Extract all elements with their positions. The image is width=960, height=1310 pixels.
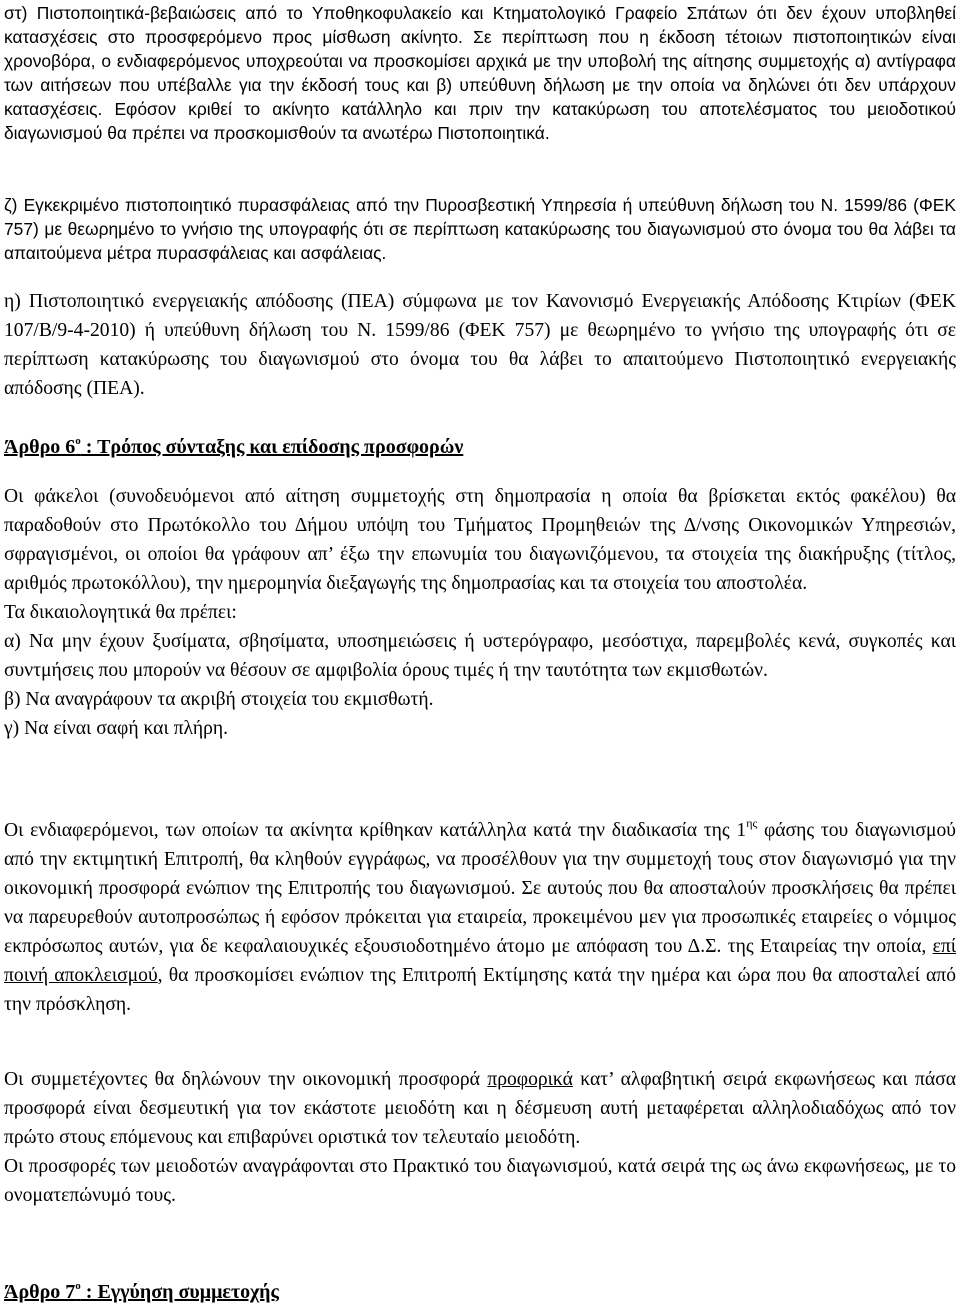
- article-6-heading: [4, 433, 956, 461]
- docs-item-a: α) Να μην έχουν ξυσίματα, σβησίματα, υποσημειώσεις ή υστερόγραφο, μεσόστιχα, παρεμβολές κενά, συγκοπές και συντμήσεις που μπορούν να θέσουν σε αμφιβολία όρους τιμές ή την ταυτότητα των εκμισθωτών.: [4, 631, 956, 681]
- section-st: [4, 1, 956, 145]
- article-7-sup: ο: [75, 1280, 81, 1292]
- section-z-text: ζ) Εγκεκριμένο πιστοποιητικό πυρασφάλειας από την Πυροσβεστική Υπηρεσία ή υπεύθυνη δήλωση του Ν. 1599/86 (ΦΕΚ 757) με θεωρημένο το γνήσιο της υπογραφής ότι σε περίπτωση κατακύρωσης του διαγωνισμού στο όνομα του θα λάβει τα απαιτούμενα μέτρα πυρασφάλειας και ασφάλειας.: [4, 195, 956, 263]
- para3-part-a: Οι συμμετέχοντες θα δηλώνουν την οικονομική προσφορά: [4, 1069, 488, 1090]
- docs-intro: Τα δικαιολογητικά θα πρέπει:: [4, 602, 237, 623]
- section-i-text: η) Πιστοποιητικό ενεργειακής απόδοσης (ΠΕΑ) σύμφωνα με τον Κανονισμό Ενεργειακής Απόδοσης Κτιρίων (ΦΕΚ 107/Β/9-4-2010) ή υπεύθυνη δήλωση του Ν. 1599/86 (ΦΕΚ 757) με θεωρημένο το γνήσιο της υπογραφής ότι σε περίπτωση κατακύρωσης του διαγωνισμού στο όνομα του θα λάβει το απαιτούμενο Πιστοποιητικό ενεργειακής απόδοσης (ΠΕΑ).: [4, 291, 956, 399]
- article-6-para1: Οι φάκελοι (συνοδευόμενοι από αίτηση συμμετοχής στη δημοπρασία η οποία θα βρίσκεται εκτός φακέλου) θα παραδοθούν στο Πρωτόκολλο του Δήμου υπόψη του Τμήματος Προμηθειών της Δ/νσης Οικονομικών Υπηρεσιών, σφραγισμένοι, οι οποίοι θα γράφουν απ’ έξω την επωνυμία του διαγωνιζόμενου, τα στοιχεία της διακήρυξης (τίτλος, αριθμός πρωτοκόλλου), την ημερομηνία διεξαγωγής της δημοπρασίας και τα στοιχεία του αποστολέα.: [4, 486, 956, 594]
- article-6-sup: ο: [75, 435, 81, 447]
- docs-item-c: γ) Να είναι σαφή και πλήρη.: [4, 718, 228, 739]
- article-6-para3: [4, 1065, 956, 1210]
- article-6-prefix: Άρθρο 6: [4, 436, 76, 458]
- section-z: [4, 193, 956, 265]
- para2-sup: ης: [746, 816, 758, 830]
- para2-underlined: επί ποινή αποκλεισμού: [4, 936, 956, 986]
- para2-part-b: φάσης του διαγωνισμού από την εκτιμητική Επιτροπή, θα κληθούν εγγράφως, να προσέλθουν για την συμμετοχή τους στον διαγωνισμό για την οικονομική προσφορά ενώπιον της Επιτροπής του διαγωνισμού. Σε αυτούς που θα αποσταλούν προσκλήσεις θα πρέπει να παρευρεθούν αυτοπροσώπως ή εφόσον πρόκειται για εταιρεία, προκειμένου μεν για προσωπικές εταιρείες ο νόμιμος εκπρόσωπος αυτών, για δε κεφαλαιουχικές εξουσιοδοτημένο άτομο με απόφαση του Δ.Σ. της Εταιρείας την οποία,: [4, 820, 956, 957]
- article-6-para2: [4, 816, 956, 1019]
- para2-part-c: , θα προσκομίσει ενώπιον της Επιτροπή Εκτίμησης κατά την ημέρα και ώρα που θα αποσταλεί από την πρόσκληση.: [4, 965, 956, 1015]
- docs-item-b: β) Να αναγράφουν τα ακριβή στοιχεία του εκμισθωτή.: [4, 689, 434, 710]
- article-6-para4: Οι προσφορές των μειοδοτών αναγράφονται στο Πρακτικό του διαγωνισμού, κατά σειρά της ως άνω εκφωνήσεως, με το ονοματεπώνυμό τους.: [4, 1156, 956, 1206]
- para3-underlined: προφορικά: [487, 1069, 573, 1090]
- para3-part-b: κατ’ αλφαβητική σειρά εκφωνήσεως και πάσα προσφορά είναι δεσμευτική για τον εκάστοτε μειοδότη και η δέσμευση αυτή μεταφέρεται αλληλοδιαδόχως από τον πρώτο στους επόμενους και επιβαρύνει οριστικά τον τελευταίο μειοδότη.: [4, 1069, 957, 1148]
- article-7-prefix: Άρθρο 7: [4, 1281, 76, 1303]
- article-7-heading: [4, 1278, 956, 1306]
- section-st-text: στ) Πιστοποιητικά-βεβαιώσεις από το Υποθηκοφυλακείο και Κτηματολογικό Γραφείο Σπάτων ότι δεν έχουν υποβληθεί κατασχέσεις στο προσφερόμενο προς μίσθωση ακίνητο. Σε περίπτωση που η έκδοση τέτοιων πιστοποιητικών είναι χρονοβόρα, ο ενδιαφερόμενος υποχρεούται να προσκομίσει αρχικά με την υποβολή της αίτησης συμμετοχής α) αντίγραφα των αιτήσεων που υπέβαλλε για την έκδοσή τους και β) υπεύθυνη δήλωση με την οποία να δηλώνει ότι δεν υπάρχουν κατασχέσεις. Εφόσον κριθεί το ακίνητο κατάλληλο και πριν την κατακύρωση του αποτελέσματος του μειοδοτικού διαγωνισμού θα πρέπει να προσκομισθούν τα ανωτέρω Πιστοποιητικά.: [4, 3, 956, 143]
- article-6-title: : Τρόπος σύνταξης και επίδοσης προσφορών: [80, 436, 464, 458]
- section-i: [4, 287, 956, 403]
- article-6-body: [4, 482, 956, 743]
- para2-part-a: Οι ενδιαφερόμενοι, των οποίων τα ακίνητα κρίθηκαν κατάλληλα κατά την διαδικασία της 1: [4, 820, 747, 841]
- article-7-title: : Εγγύηση συμμετοχής: [80, 1281, 279, 1303]
